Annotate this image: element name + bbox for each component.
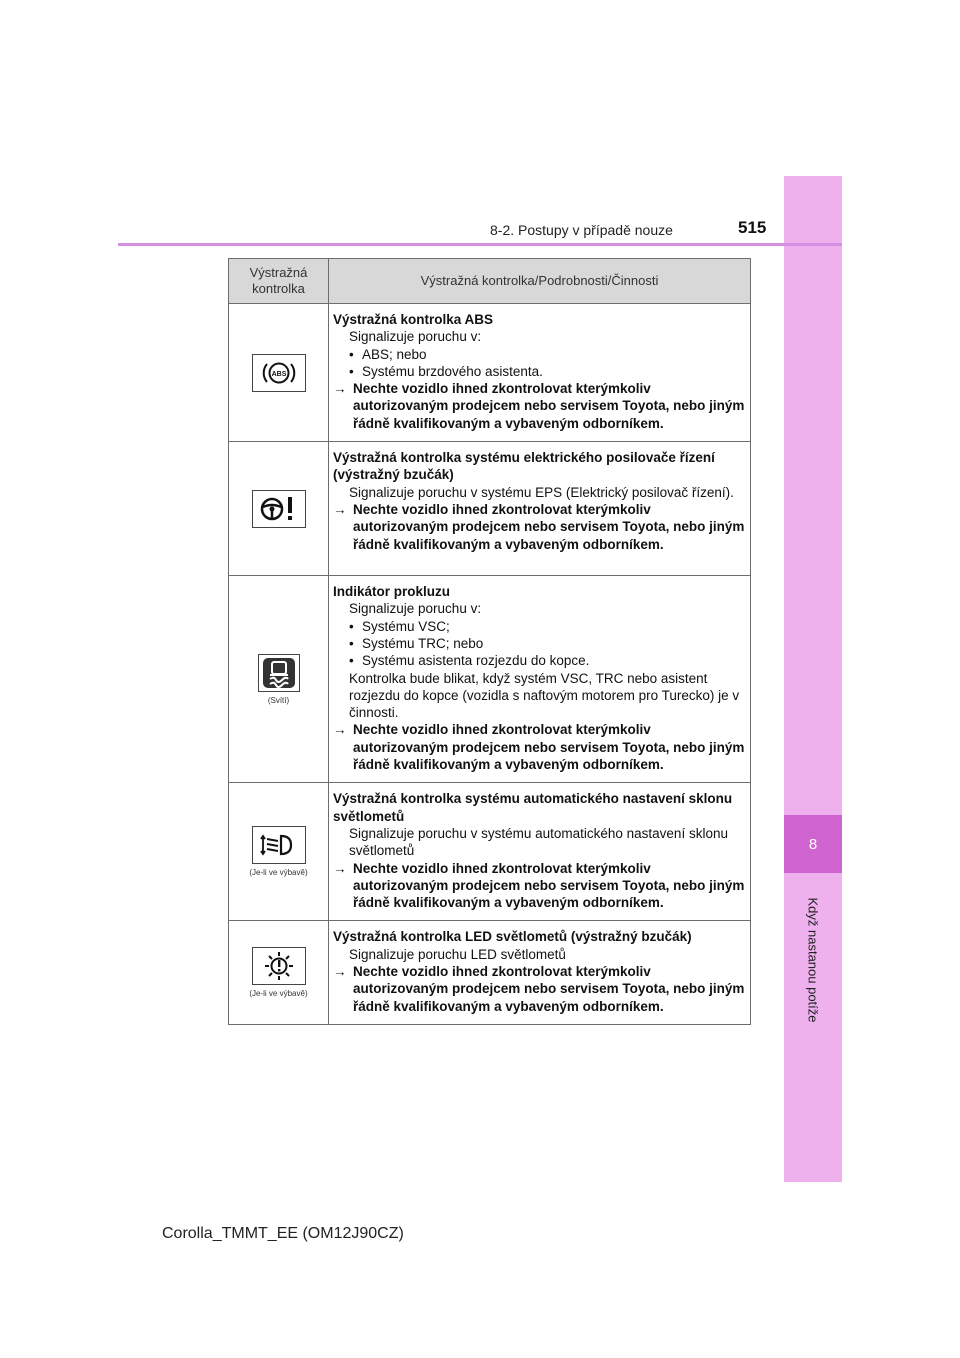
abs-warning-icon bbox=[252, 354, 306, 392]
col-header-details: Výstražná kontrolka/Podrobnosti/Činnosti bbox=[329, 259, 751, 304]
details-cell bbox=[329, 304, 751, 442]
details-cell bbox=[329, 921, 751, 1024]
chapter-number: 8 bbox=[784, 815, 842, 873]
arrow-right-icon: → bbox=[333, 501, 347, 517]
row-intro: Signalizuje poruchu v: bbox=[349, 601, 482, 617]
row-intro: Signalizuje poruchu v systému automatického nastavení sklonu světlometů bbox=[349, 825, 728, 859]
row-title: Indikátor prokluzu bbox=[333, 584, 451, 600]
icon-cell bbox=[229, 576, 329, 783]
table-row bbox=[229, 921, 751, 1024]
row-action: → Nechte vozidlo ihned zkontrolovat kterýmkoliv autorizovaným prodejcem nebo servisem Toyota, nebo jiným řádně kvalifikovaným a vybaveným odborníkem. bbox=[333, 501, 745, 552]
row-intro: Signalizuje poruchu LED světlometů bbox=[349, 946, 566, 962]
row-bullet: • Systému TRC; nebo bbox=[349, 635, 484, 651]
section-title: 8-2. Postupy v případě nouze bbox=[490, 222, 673, 238]
table-row bbox=[229, 783, 751, 921]
eps-warning-icon bbox=[252, 490, 306, 528]
table-header-row bbox=[229, 259, 751, 304]
row-bullet: • Systému brzdového asistenta. bbox=[349, 363, 543, 379]
icon-note: (Je-li ve výbavě) bbox=[249, 868, 308, 878]
table-row bbox=[229, 576, 751, 783]
icon-cell bbox=[229, 921, 329, 1024]
arrow-right-icon: → bbox=[333, 860, 347, 876]
details-cell bbox=[329, 576, 751, 783]
abs-icon-text: ABS bbox=[271, 370, 286, 378]
row-title: Výstražná kontrolka systému elektrického posilovače řízení (výstražný bzučák) bbox=[333, 450, 715, 483]
details-cell bbox=[329, 442, 751, 576]
row-action: → Nechte vozidlo ihned zkontrolovat kterýmkoliv autorizovaným prodejcem nebo servisem Toyota, nebo jiným řádně kvalifikovaným a vybaveným odborníkem. bbox=[333, 722, 745, 773]
row-title: Výstražná kontrolka ABS bbox=[333, 312, 494, 327]
row-action: → Nechte vozidlo ihned zkontrolovat kterýmkoliv autorizovaným prodejcem nebo servisem Toyota, nebo jiným řádně kvalifikovaným a vybaveným odborníkem. bbox=[333, 860, 745, 911]
icon-cell bbox=[229, 783, 329, 921]
warning-light-table bbox=[228, 258, 751, 1025]
row-intro: Signalizuje poruchu v: bbox=[349, 329, 482, 345]
page-number: 515 bbox=[738, 218, 767, 237]
headlight-leveling-icon bbox=[252, 826, 306, 864]
row-intro: Signalizuje poruchu v systému EPS (Elektrický posilovač řízení). bbox=[349, 484, 734, 500]
row-bullet: • Systému VSC; bbox=[349, 618, 450, 634]
row-bullet: • ABS; nebo bbox=[349, 346, 427, 362]
chapter-title: Když nastanou potíže bbox=[805, 897, 821, 1023]
row-title: Výstražná kontrolka systému automatického nastavení sklonu světlometů bbox=[333, 791, 733, 824]
icon-cell bbox=[229, 304, 329, 442]
slip-indicator-icon bbox=[258, 654, 300, 692]
icon-note: (Je-li ve výbavě) bbox=[249, 989, 308, 999]
col-header-indicator: Výstražná kontrolka bbox=[229, 259, 329, 304]
side-chapter-tab bbox=[784, 176, 842, 1182]
icon-note: (Svítí) bbox=[267, 695, 290, 705]
arrow-right-icon: → bbox=[333, 964, 347, 980]
table-row bbox=[229, 442, 751, 576]
footer-model-code: Corolla_TMMT_EE (OM12J90CZ) bbox=[162, 1225, 404, 1242]
led-headlight-warning-icon bbox=[252, 947, 306, 985]
arrow-right-icon: → bbox=[333, 722, 347, 738]
row-bullet: • Systému asistenta rozjezdu do kopce. bbox=[349, 653, 590, 669]
table-row bbox=[229, 304, 751, 442]
arrow-right-icon: → bbox=[333, 381, 347, 397]
row-title: Výstražná kontrolka LED světlometů (výstražný bzučák) bbox=[333, 929, 692, 945]
row-action: → Nechte vozidlo ihned zkontrolovat kterýmkoliv autorizovaným prodejcem nebo servisem Toyota, nebo jiným řádně kvalifikovaným a vybaveným odborníkem. bbox=[333, 964, 745, 1014]
row-extra: Kontrolka bude blikat, když systém VSC, TRC nebo asistent rozjezdu do kopce (vozidla s naftovým motorem pro Turecko) je v činnosti. bbox=[349, 670, 740, 721]
icon-cell bbox=[229, 442, 329, 576]
details-cell bbox=[329, 783, 751, 921]
row-action: → Nechte vozidlo ihned zkontrolovat kterýmkoliv autorizovaným prodejcem nebo servisem Toyota, nebo jiným řádně kvalifikovaným a vybaveným odborníkem. bbox=[333, 381, 745, 431]
header-divider bbox=[118, 243, 842, 246]
